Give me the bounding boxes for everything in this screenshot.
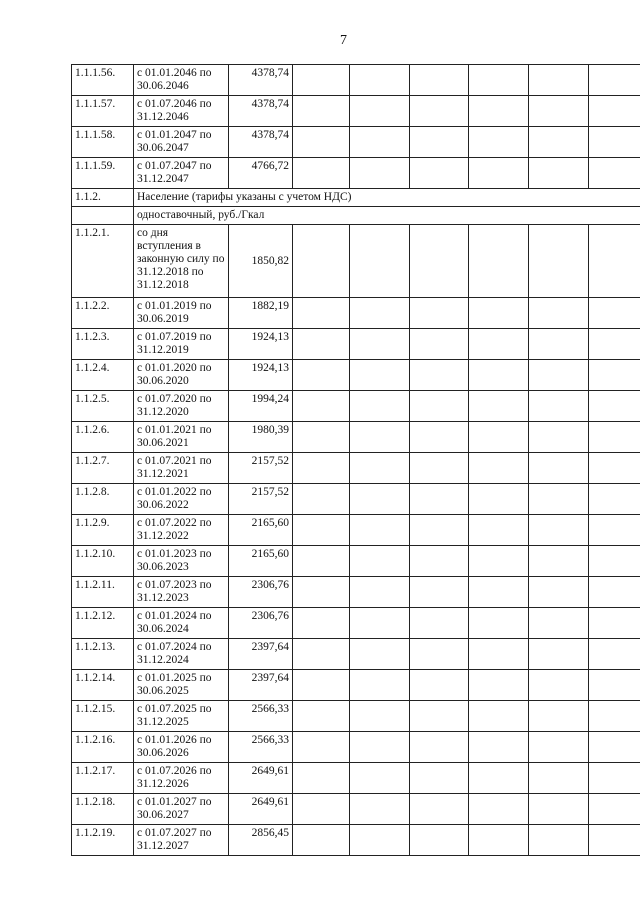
row-number: 1.1.2.15. [72, 701, 134, 732]
row-number: 1.1.2.6. [72, 422, 134, 453]
empty-cell [469, 825, 529, 856]
empty-cell [350, 65, 410, 96]
empty-cell [350, 298, 410, 329]
row-value: 2165,60 [229, 546, 293, 577]
empty-cell [293, 639, 350, 670]
empty-cell [293, 763, 350, 794]
empty-cell [469, 360, 529, 391]
empty-cell [293, 65, 350, 96]
empty-cell [529, 391, 589, 422]
table-row [72, 225, 640, 298]
row-period: с 01.07.2027 по 31.12.2027 [134, 825, 229, 856]
empty-cell [529, 515, 589, 546]
row-period: с 01.01.2024 по 30.06.2024 [134, 608, 229, 639]
empty-cell [350, 577, 410, 608]
empty-cell [410, 158, 469, 189]
row-period: с 01.01.2020 по 30.06.2020 [134, 360, 229, 391]
table-row [72, 453, 640, 484]
empty-cell [410, 546, 469, 577]
empty-cell [529, 96, 589, 127]
row-period: с 01.07.2021 по 31.12.2021 [134, 453, 229, 484]
row-value: 2566,33 [229, 701, 293, 732]
row-value: 2306,76 [229, 608, 293, 639]
row-period: с 01.07.2022 по 31.12.2022 [134, 515, 229, 546]
empty-cell [410, 127, 469, 158]
row-value: 2306,76 [229, 577, 293, 608]
empty-cell [293, 453, 350, 484]
row-number: 1.1.2.11. [72, 577, 134, 608]
empty-cell [529, 329, 589, 360]
empty-cell [589, 515, 640, 546]
row-number: 1.1.2.12. [72, 608, 134, 639]
table-row [72, 298, 640, 329]
row-number: 1.1.2.9. [72, 515, 134, 546]
table-row [72, 608, 640, 639]
page-number: 7 [340, 33, 347, 48]
table-row [72, 763, 640, 794]
empty-cell [469, 158, 529, 189]
empty-cell [589, 577, 640, 608]
row-period: с 01.01.2019 по 30.06.2019 [134, 298, 229, 329]
empty-cell [529, 65, 589, 96]
empty-cell [529, 298, 589, 329]
row-number: 1.1.2.18. [72, 794, 134, 825]
empty-cell [410, 608, 469, 639]
row-value: 1850,82 [229, 225, 293, 298]
empty-cell [589, 670, 640, 701]
empty-cell [469, 453, 529, 484]
empty-cell [469, 701, 529, 732]
row-value: 4766,72 [229, 158, 293, 189]
empty-cell [529, 127, 589, 158]
empty-cell [589, 763, 640, 794]
empty-cell [293, 577, 350, 608]
empty-cell [589, 732, 640, 763]
rows-top [72, 65, 640, 189]
empty-cell [410, 422, 469, 453]
empty-cell [469, 127, 529, 158]
empty-cell [410, 329, 469, 360]
empty-cell [293, 794, 350, 825]
empty-cell [469, 422, 529, 453]
empty-cell [589, 127, 640, 158]
row-period: с 01.07.2019 по 31.12.2019 [134, 329, 229, 360]
empty-cell [529, 546, 589, 577]
table-row [72, 329, 640, 360]
table-row [72, 360, 640, 391]
empty-cell [469, 794, 529, 825]
empty-cell [529, 484, 589, 515]
empty-cell [410, 515, 469, 546]
row-value: 2649,61 [229, 794, 293, 825]
empty-cell [589, 360, 640, 391]
empty-cell [529, 732, 589, 763]
empty-cell [589, 329, 640, 360]
row-value: 2165,60 [229, 515, 293, 546]
empty-cell [529, 763, 589, 794]
empty-cell [350, 329, 410, 360]
empty-cell [589, 701, 640, 732]
table-row [72, 158, 640, 189]
empty-cell [410, 96, 469, 127]
empty-cell [350, 422, 410, 453]
empty-cell [410, 391, 469, 422]
empty-cell [350, 794, 410, 825]
empty-cell [589, 453, 640, 484]
empty-cell [350, 701, 410, 732]
empty-cell [410, 763, 469, 794]
row-value: 2397,64 [229, 670, 293, 701]
row-period: с 01.01.2023 по 30.06.2023 [134, 546, 229, 577]
empty-cell [469, 732, 529, 763]
table-row [72, 515, 640, 546]
empty-cell [469, 484, 529, 515]
row-period: с 01.07.2026 по 31.12.2026 [134, 763, 229, 794]
empty-cell [529, 422, 589, 453]
empty-cell [589, 608, 640, 639]
row-number: 1.1.2.2. [72, 298, 134, 329]
row-number: 1.1.1.57. [72, 96, 134, 127]
empty-cell [469, 225, 529, 298]
row-value: 2649,61 [229, 763, 293, 794]
row-value: 1924,13 [229, 329, 293, 360]
empty-cell [529, 453, 589, 484]
empty-cell [293, 158, 350, 189]
row-value: 2157,52 [229, 453, 293, 484]
empty-cell [589, 639, 640, 670]
row-period: с 01.01.2025 по 30.06.2025 [134, 670, 229, 701]
empty-cell [350, 225, 410, 298]
empty-cell [410, 360, 469, 391]
empty-cell [350, 825, 410, 856]
empty-cell [350, 515, 410, 546]
table-row [72, 670, 640, 701]
empty-cell [350, 670, 410, 701]
section-title: Население (тарифы указаны с учетом НДС) [134, 189, 640, 207]
empty-cell [589, 65, 640, 96]
section-subtitle: одноставочный, руб./Гкал [134, 207, 640, 225]
row-period: с 01.01.2026 по 30.06.2026 [134, 732, 229, 763]
empty-cell [293, 225, 350, 298]
empty-cell [350, 360, 410, 391]
empty-cell [350, 732, 410, 763]
table-row [72, 639, 640, 670]
table-row [72, 96, 640, 127]
row-period: со дня вступления в законную силу по 31.12.2018 по 31.12.2018 [134, 225, 229, 298]
empty-cell [410, 298, 469, 329]
row-number: 1.1.2.1. [72, 225, 134, 298]
table-row [72, 391, 640, 422]
empty-cell [529, 701, 589, 732]
empty-cell [469, 96, 529, 127]
empty-cell [410, 484, 469, 515]
empty-cell [589, 391, 640, 422]
empty-cell [410, 453, 469, 484]
empty-cell [350, 158, 410, 189]
row-period: с 01.07.2047 по 31.12.2047 [134, 158, 229, 189]
empty-cell [350, 127, 410, 158]
tariff-table [71, 64, 640, 856]
empty-cell [350, 96, 410, 127]
empty-cell [293, 360, 350, 391]
empty-cell [293, 825, 350, 856]
row-value: 2856,45 [229, 825, 293, 856]
empty-cell [529, 794, 589, 825]
empty-cell [469, 329, 529, 360]
row-number: 1.1.2.10. [72, 546, 134, 577]
table-row [72, 546, 640, 577]
empty-cell [529, 608, 589, 639]
row-value: 2157,52 [229, 484, 293, 515]
row-number: 1.1.1.58. [72, 127, 134, 158]
row-number: 1.1.2.16. [72, 732, 134, 763]
row-period: с 01.07.2046 по 31.12.2046 [134, 96, 229, 127]
empty-cell [529, 360, 589, 391]
empty-cell [410, 639, 469, 670]
empty-cell [529, 225, 589, 298]
row-value: 2566,33 [229, 732, 293, 763]
table-row [72, 825, 640, 856]
empty-cell [410, 732, 469, 763]
empty-cell [589, 546, 640, 577]
empty-cell [293, 422, 350, 453]
empty-cell [293, 608, 350, 639]
empty-cell [469, 639, 529, 670]
empty-cell [293, 329, 350, 360]
empty-cell [469, 391, 529, 422]
empty-cell [293, 732, 350, 763]
empty-cell [410, 825, 469, 856]
section-number: 1.1.2. [72, 189, 134, 207]
table-row [72, 484, 640, 515]
empty-cell [589, 825, 640, 856]
empty-cell [72, 207, 134, 225]
empty-cell [589, 794, 640, 825]
row-value: 1994,24 [229, 391, 293, 422]
empty-cell [350, 639, 410, 670]
empty-cell [469, 670, 529, 701]
row-value: 1924,13 [229, 360, 293, 391]
row-period: с 01.07.2023 по 31.12.2023 [134, 577, 229, 608]
row-period: с 01.01.2022 по 30.06.2022 [134, 484, 229, 515]
empty-cell [469, 608, 529, 639]
row-period: с 01.07.2025 по 31.12.2025 [134, 701, 229, 732]
row-period: с 01.07.2024 по 31.12.2024 [134, 639, 229, 670]
row-number: 1.1.2.14. [72, 670, 134, 701]
empty-cell [589, 484, 640, 515]
row-number: 1.1.2.5. [72, 391, 134, 422]
empty-cell [529, 577, 589, 608]
row-period: с 01.01.2021 по 30.06.2021 [134, 422, 229, 453]
empty-cell [350, 608, 410, 639]
row-number: 1.1.2.4. [72, 360, 134, 391]
row-number: 1.1.2.13. [72, 639, 134, 670]
empty-cell [293, 298, 350, 329]
table-row [72, 794, 640, 825]
table-row [72, 127, 640, 158]
empty-cell [469, 65, 529, 96]
empty-cell [410, 577, 469, 608]
empty-cell [410, 794, 469, 825]
empty-cell [350, 763, 410, 794]
row-value: 2397,64 [229, 639, 293, 670]
empty-cell [293, 515, 350, 546]
empty-cell [293, 391, 350, 422]
empty-cell [469, 515, 529, 546]
row-number: 1.1.2.3. [72, 329, 134, 360]
empty-cell [589, 158, 640, 189]
empty-cell [410, 225, 469, 298]
empty-cell [350, 484, 410, 515]
table-row [72, 65, 640, 96]
table-row [72, 701, 640, 732]
empty-cell [293, 96, 350, 127]
empty-cell [469, 577, 529, 608]
row-value: 4378,74 [229, 65, 293, 96]
empty-cell [293, 670, 350, 701]
empty-cell [469, 298, 529, 329]
empty-cell [293, 127, 350, 158]
table-row [72, 577, 640, 608]
row-value: 1882,19 [229, 298, 293, 329]
rows-bottom [72, 225, 640, 856]
row-period: с 01.07.2020 по 31.12.2020 [134, 391, 229, 422]
row-value: 4378,74 [229, 96, 293, 127]
empty-cell [589, 96, 640, 127]
row-value: 1980,39 [229, 422, 293, 453]
row-number: 1.1.2.17. [72, 763, 134, 794]
empty-cell [589, 225, 640, 298]
empty-cell [529, 639, 589, 670]
empty-cell [410, 670, 469, 701]
empty-cell [293, 546, 350, 577]
empty-cell [469, 763, 529, 794]
empty-cell [410, 65, 469, 96]
empty-cell [410, 701, 469, 732]
section-header [72, 189, 640, 225]
row-number: 1.1.1.56. [72, 65, 134, 96]
empty-cell [293, 484, 350, 515]
row-number: 1.1.2.19. [72, 825, 134, 856]
empty-cell [529, 825, 589, 856]
row-number: 1.1.2.7. [72, 453, 134, 484]
empty-cell [293, 701, 350, 732]
row-period: с 01.01.2047 по 30.06.2047 [134, 127, 229, 158]
empty-cell [589, 298, 640, 329]
empty-cell [589, 422, 640, 453]
row-number: 1.1.2.8. [72, 484, 134, 515]
empty-cell [350, 546, 410, 577]
row-value: 4378,74 [229, 127, 293, 158]
table-row [72, 422, 640, 453]
row-number: 1.1.1.59. [72, 158, 134, 189]
table-row [72, 732, 640, 763]
empty-cell [529, 158, 589, 189]
empty-cell [350, 391, 410, 422]
empty-cell [469, 546, 529, 577]
empty-cell [529, 670, 589, 701]
row-period: с 01.01.2046 по 30.06.2046 [134, 65, 229, 96]
row-period: с 01.01.2027 по 30.06.2027 [134, 794, 229, 825]
empty-cell [350, 453, 410, 484]
